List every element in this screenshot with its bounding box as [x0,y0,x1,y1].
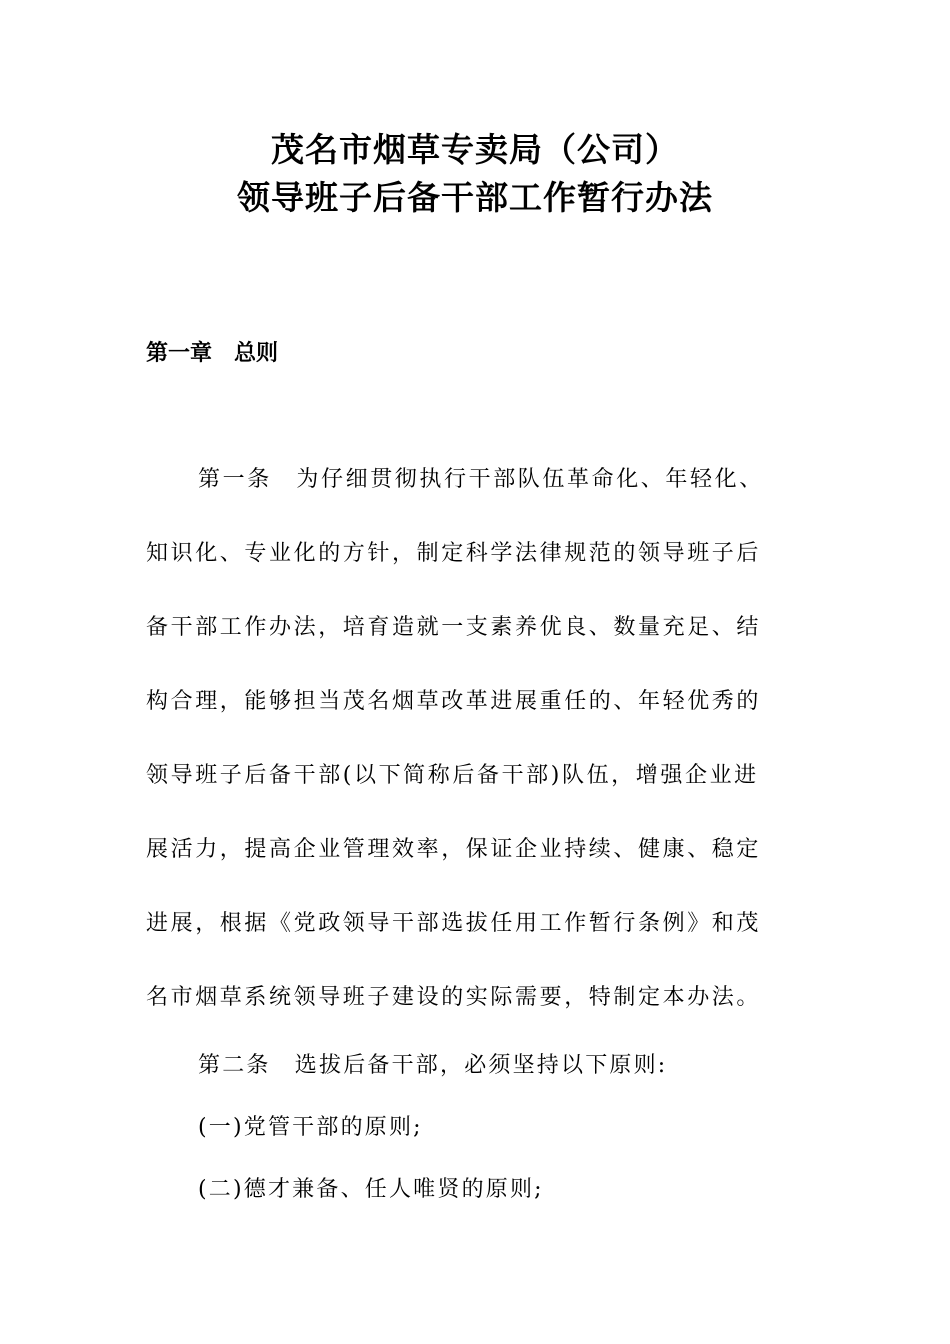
article-1-line: 展活力，提高企业管理效率，保证企业持续、健康、稳定 [146,837,762,862]
chapter-heading: 第一章 总则 [146,341,279,366]
article-1-line: 进展，根据《党政领导干部选拔任用工作暂行条例》和茂 [146,911,762,936]
article-2-intro: 第二条 选拔后备干部，必须坚持以下原则: [198,1053,668,1078]
article-1-line: 备干部工作办法，培育造就一支素养优良、数量充足、结 [146,615,762,640]
article-1-line: 知识化、专业化的方针，制定科学法律规范的领导班子后 [146,541,762,566]
article-1-line: 名市烟草系统领导班子建设的实际需要，特制定本办法。 [146,985,762,1010]
document-title-line-2: 领导班子后备干部工作暂行办法 [237,178,713,217]
article-2-item: (一)党管干部的原则; [198,1115,423,1140]
article-2-item: (二)德才兼备、任人唯贤的原则; [198,1177,544,1202]
document-title-line-1: 茂名市烟草专卖局（公司） [271,130,679,169]
article-1-line: 构合理，能够担当茂名烟草改革进展重任的、年轻优秀的 [146,689,762,714]
article-1-line: 领导班子后备干部(以下简称后备干部)队伍，增强企业进 [146,763,759,788]
article-1-line: 第一条 为仔细贯彻执行干部队伍革命化、年轻化、 [198,467,764,492]
article-1 [146,462,806,1022]
